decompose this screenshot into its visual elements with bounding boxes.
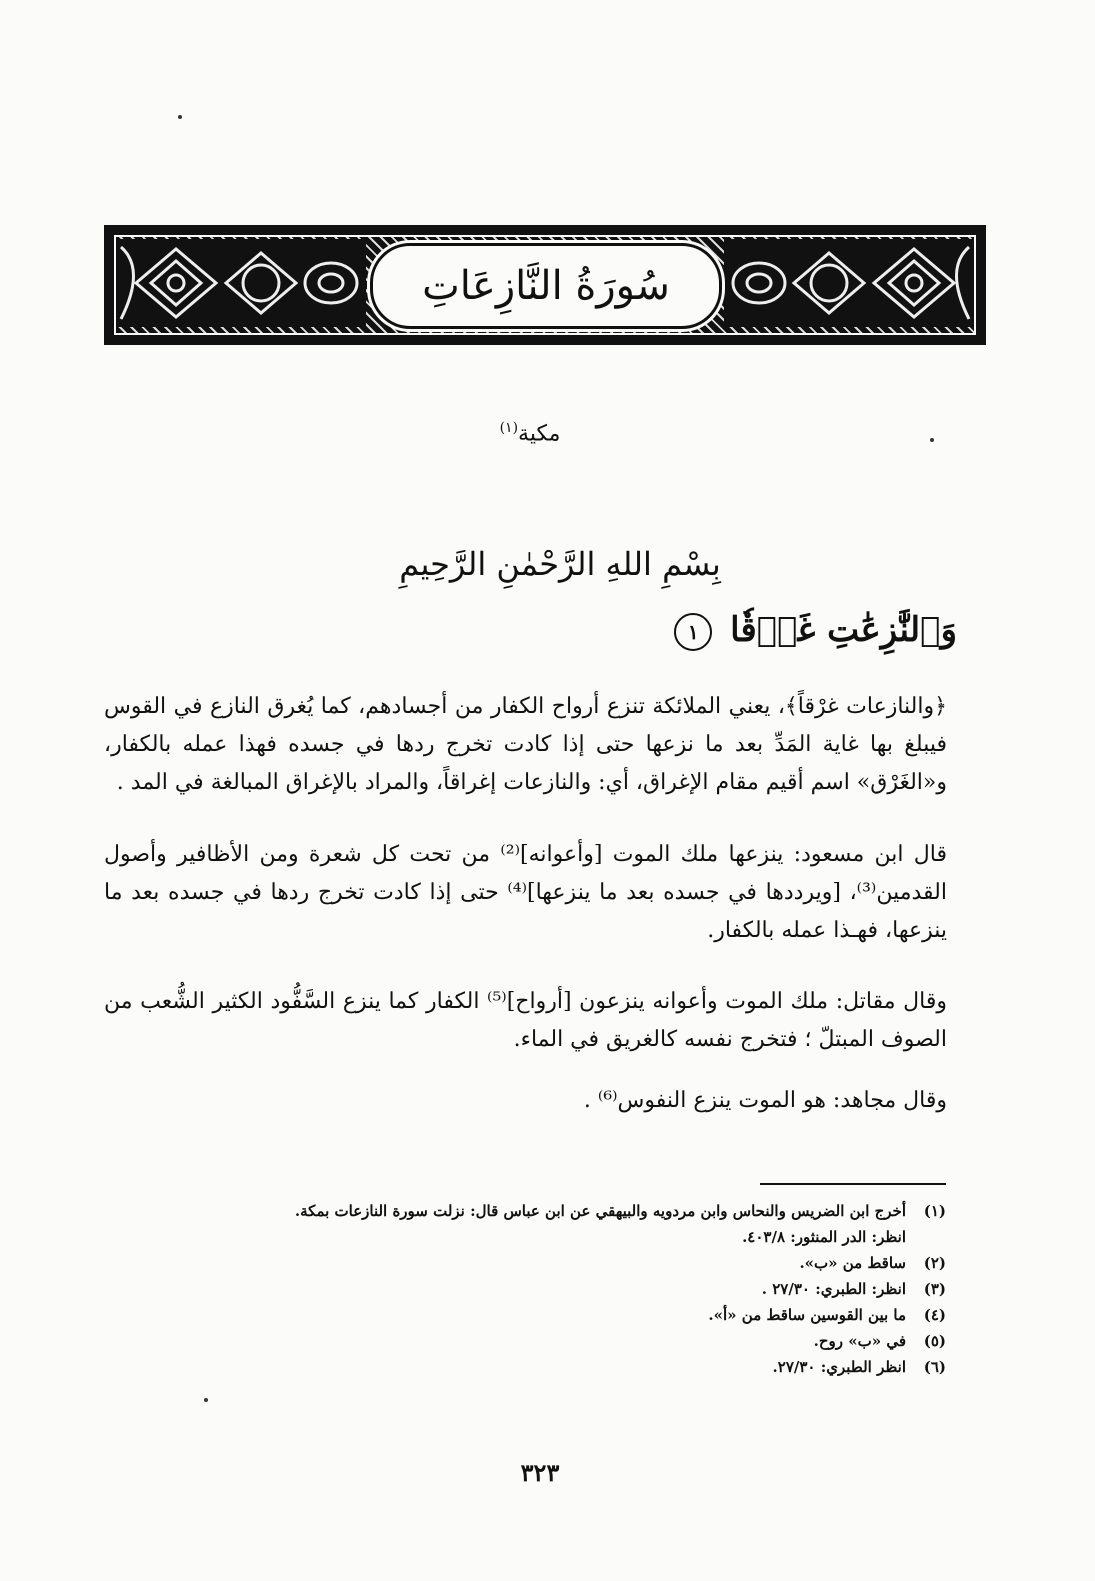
footnote-item xyxy=(200,1354,946,1380)
paragraph-tafsir-3: وقال مقاتل: ملك الموت وأعوانه ينزعون [أرواح]⁽⁵⁾ الكفار كما ينزع السَّفُّود الكثير الشُّعب من الصوف المبتلّ ؛ فتخرج نفسه كالغريق في الماء. xyxy=(104,989,947,1052)
footnote-number: (٥) xyxy=(923,1332,946,1350)
footnote-text: انظر: الطبري: ٢٧/٣٠ . xyxy=(761,1280,906,1298)
footnote-text: ما بين القوسين ساقط من «أ». xyxy=(708,1306,906,1324)
scan-speck xyxy=(178,115,182,119)
footnote-item xyxy=(200,1328,946,1354)
footnote-item xyxy=(200,1224,946,1250)
basmala: بِسْمِ اللهِ الرَّحْمٰنِ الرَّحِيمِ xyxy=(399,545,721,583)
scan-speck xyxy=(204,1398,208,1402)
footnotes xyxy=(200,1198,946,1380)
makkiya-note-ref: (١) xyxy=(499,420,519,436)
paragraph-tafsir-4: وقال مجاهد: هو الموت ينزع النفوس⁽⁶⁾ . xyxy=(583,1088,947,1113)
footnote-text: انظر الطبري: ٢٧/٣٠. xyxy=(772,1358,906,1376)
makkiya-text: مكية xyxy=(518,421,561,447)
makkiya-label xyxy=(470,420,590,446)
footnote-item xyxy=(200,1250,946,1276)
quran-verse xyxy=(674,610,957,651)
footnote-text: أخرج ابن الضريس والنحاس وابن مردويه والبيهقي عن ابن عباس قال: نزلت سورة النازعات بمكة. xyxy=(294,1202,906,1220)
footnote-number: (١) xyxy=(923,1202,946,1220)
footnote-item xyxy=(200,1198,946,1224)
footnote-text: انظر: الدر المنثور: ٤٠٣/٨. xyxy=(742,1228,906,1246)
footnote-divider xyxy=(760,1183,946,1185)
footnote-number: (٦) xyxy=(923,1358,946,1376)
verse-number-marker: ١ xyxy=(674,613,712,651)
footnote-item xyxy=(200,1302,946,1328)
paragraph-tafsir-2: قال ابن مسعود: ينزعها ملك الموت [وأعوانه]⁽²⁾ من تحت كل شعرة ومن الأظافير وأصول القدمين⁽³⁾، [ويرددها في جسده بعد ما ينزعها]⁽⁴⁾ حتى إذا كادت تخرج ردها في جسده بعد ما ينزعها، فهـذا عمله بالكفار. xyxy=(104,842,948,943)
footnote-number xyxy=(906,1224,946,1250)
verse-text: وَٱلنَّٰزِعَٰتِ غَرۡقٗا xyxy=(730,610,957,650)
title-cartouche xyxy=(370,243,722,329)
ornament-left-icon xyxy=(116,239,366,327)
page-number: ٣٢٣ xyxy=(520,1458,560,1487)
footnote-text: في «ب» روح. xyxy=(813,1332,906,1350)
footnote-number: (٢) xyxy=(923,1254,946,1272)
surah-title: سُورَةُ النَّازِعَاتِ xyxy=(422,263,670,309)
surah-header-banner xyxy=(104,225,986,345)
paragraph-tafsir-1: ﴿والنازعات غرْقاً﴾، يعني الملائكة تنزع أرواح الكفار من أجسادهم، كما يُغرق النازع في القوس فيبلغ بها غاية المَدِّ بعد ما نزعها حتى إذا كادت تخرج ردها في جسده فهذا عمله بالكفار، و«الغَرْق» اسم أقيم مقام الإغراق، أي: والنازعات إغراقاً، والمراد بالإغراق المبالغة في المد . xyxy=(104,694,947,795)
ornament-right-icon xyxy=(724,239,974,327)
footnote-item xyxy=(200,1276,946,1302)
footnote-text: ساقط من «ب». xyxy=(799,1254,906,1272)
scan-speck xyxy=(930,438,934,442)
footnote-number: (٣) xyxy=(923,1280,946,1298)
footnote-number: (٤) xyxy=(923,1306,946,1324)
